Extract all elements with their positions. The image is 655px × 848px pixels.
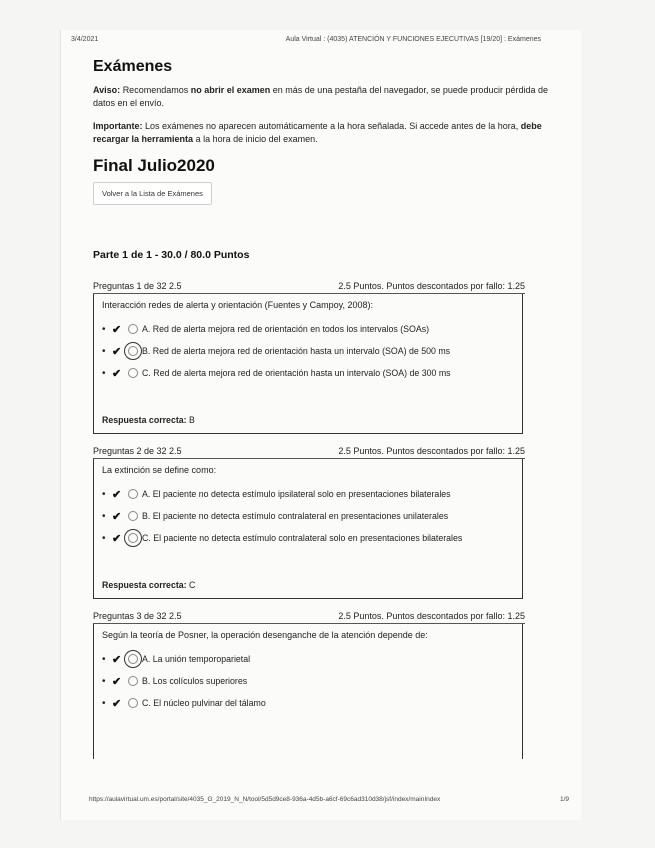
print-url: https://aulavirtual.um.es/portal/site/4035_G_2019_N_N/tool/5d5d9ce8-936a-4d5b-a6cf-69c6ad310d38/jsf/index/mainIndex bbox=[89, 796, 441, 803]
question-text: Interacción redes de alerta y orientación (Fuentes y Campoy, 2008): bbox=[102, 300, 373, 310]
option-c: • ✔ C. El núcleo pulvinar del tálamo bbox=[102, 697, 266, 710]
radio-button[interactable] bbox=[128, 511, 138, 521]
radio-button[interactable] bbox=[128, 368, 138, 378]
question-box bbox=[93, 294, 523, 434]
printed-page bbox=[60, 30, 581, 820]
correct-answer: Respuesta correcta: B bbox=[102, 415, 195, 425]
question-text: La extinción se define como: bbox=[102, 465, 217, 475]
check-icon: ✔ bbox=[112, 653, 122, 666]
check-icon: ✔ bbox=[112, 510, 122, 523]
option-b: • ✔ B. El paciente no detecta estímulo contralateral en presentaciones unilaterales bbox=[102, 510, 449, 523]
question-text: Según la teoría de Posner, la operación desenganche de la atención depende de: bbox=[102, 630, 428, 640]
exam-title: Final Julio2020 bbox=[93, 156, 215, 175]
check-icon: ✔ bbox=[112, 532, 122, 545]
check-icon: ✔ bbox=[112, 488, 122, 501]
radio-button-selected[interactable] bbox=[128, 654, 138, 664]
option-c: • ✔ C. El paciente no detecta estímulo contralateral solo en presentaciones bilaterales bbox=[102, 532, 463, 545]
option-a: • ✔ A. La unión temporoparietal bbox=[102, 653, 251, 666]
print-date: 3/4/2021 bbox=[71, 36, 99, 43]
option-c: • ✔ C. Red de alerta mejora red de orientación hasta un intervalo (SOA) de 300 ms bbox=[102, 367, 451, 380]
option-a: • ✔ A. El paciente no detecta estímulo ipsilateral solo en presentaciones bilaterales bbox=[102, 488, 451, 501]
print-page-number: 1/9 bbox=[559, 796, 569, 803]
option-b: • ✔ B. Los colículos superiores bbox=[102, 675, 248, 688]
radio-button[interactable] bbox=[128, 489, 138, 499]
check-icon: ✔ bbox=[112, 367, 122, 380]
radio-button[interactable] bbox=[128, 698, 138, 708]
check-icon: ✔ bbox=[112, 697, 122, 710]
option-a: • ✔ A. Red de alerta mejora red de orientación en todos los intervalos (SOAs) bbox=[102, 323, 430, 336]
check-icon: ✔ bbox=[112, 675, 122, 688]
print-header bbox=[71, 36, 571, 43]
question-box bbox=[93, 624, 523, 759]
question-header: Preguntas 3 de 32 2.5 2.5 Puntos. Puntos descontados por fallo: 1.25 bbox=[93, 611, 525, 624]
question-header: Preguntas 1 de 32 2.5 2.5 Puntos. Puntos descontados por fallo: 1.25 bbox=[93, 281, 525, 294]
check-icon: ✔ bbox=[112, 323, 122, 336]
correct-answer: Respuesta correcta: C bbox=[102, 580, 196, 590]
question-header: Preguntas 2 de 32 2.5 2.5 Puntos. Puntos descontados por fallo: 1.25 bbox=[93, 446, 525, 459]
notice-aviso: Aviso: Recomendamos no abrir el examen en más de una pestaña del navegador, se puede producir pérdida de datos en el envío. bbox=[93, 85, 548, 108]
radio-button[interactable] bbox=[128, 324, 138, 334]
notice-importante: Importante: Los exámenes no aparecen automáticamente a la hora señalada. Si accede antes de la hora, debe recargar la herramienta a la hora de inicio del examen. bbox=[93, 121, 542, 144]
question-box bbox=[93, 459, 523, 599]
radio-button-selected[interactable] bbox=[128, 533, 138, 543]
radio-button[interactable] bbox=[128, 676, 138, 686]
back-to-exam-list-button[interactable]: Volver a la Lista de Exámenes bbox=[93, 182, 212, 205]
main-content bbox=[93, 58, 563, 771]
option-b: • ✔ B. Red de alerta mejora red de orientación hasta un intervalo (SOA) de 500 ms bbox=[102, 345, 451, 358]
section-title: Exámenes bbox=[93, 58, 173, 75]
check-icon: ✔ bbox=[112, 345, 122, 358]
print-title: Aula Virtual : (4035) ATENCIÓN Y FUNCIONES EJECUTIVAS [19/20] : Exámenes bbox=[285, 36, 541, 43]
radio-button-selected[interactable] bbox=[128, 346, 138, 356]
print-footer bbox=[89, 796, 569, 803]
part-title: Parte 1 de 1 - 30.0 / 80.0 Puntos bbox=[93, 249, 250, 261]
